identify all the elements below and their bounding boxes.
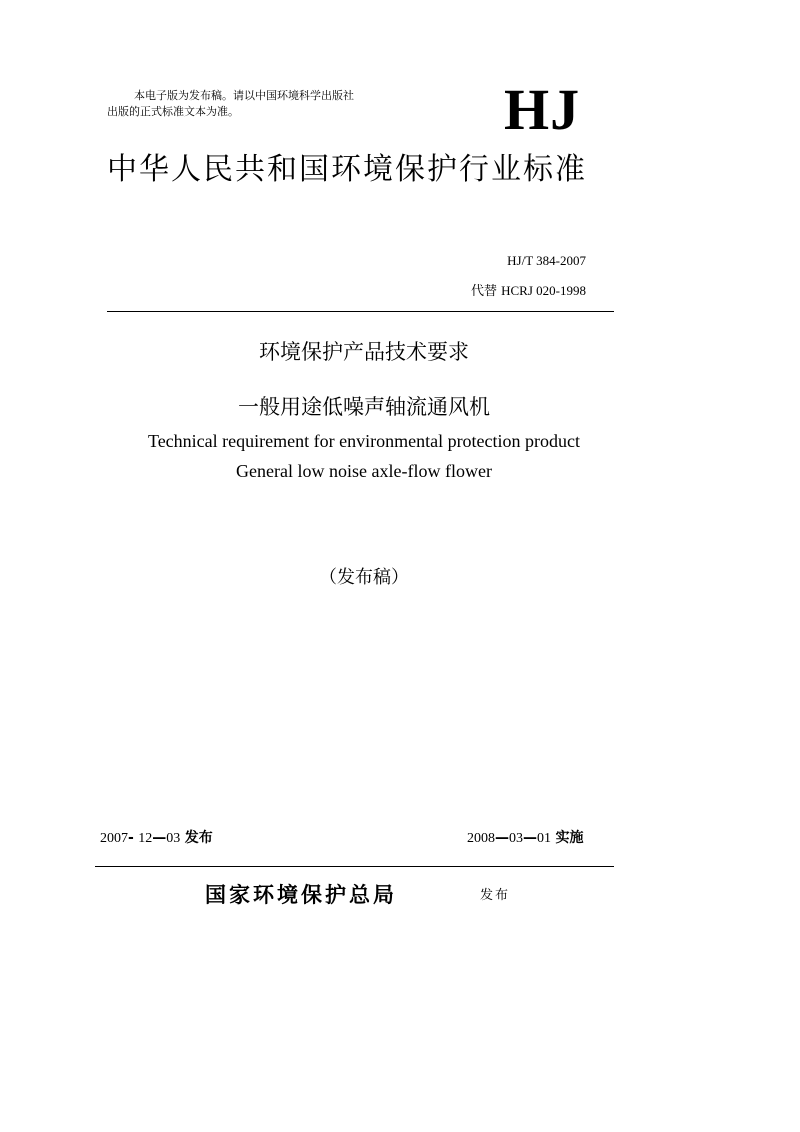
issuing-authority: 国家环境保护总局 [205,883,397,907]
replaces-code: HCRJ 020-1998 [501,283,586,298]
effective-date-separator-1: — [495,830,509,846]
issuing-authority-label: 发布 [480,888,511,903]
issue-date [100,828,213,849]
draft-status: （发布稿） [319,567,409,588]
standard-category-title: 中华人民共和国环境保护行业标准 [107,152,587,187]
issue-year: 2007 [100,831,128,846]
header-divider [107,311,614,312]
standard-code: HJ/T 384-2007 [507,253,586,268]
footer-divider [95,866,614,867]
effective-month: 03 [509,831,523,846]
document-title-en-line-1: Technical requirement for environmental protection product [147,431,581,451]
issue-month: 12 [138,831,153,846]
document-title-cn-line-1: 环境保护产品技术要求 [259,340,469,364]
draft-notice-line-2: 出版的正式标准文本为准。 [107,105,239,118]
issue-date-separator-1: - [128,830,134,846]
document-title-cn-line-2: 一般用途低噪声轴流通风机 [238,395,490,419]
effective-day: 01 [537,831,551,846]
effective-label: 实施 [555,830,584,846]
effective-year: 2008 [467,831,495,846]
effective-date-separator-2: — [523,830,537,846]
document-title-en-line-2: General low noise axle-flow flower [236,461,492,481]
draft-notice-line-1: 本电子版为发布稿。请以中国环境科学出版社 [134,89,354,102]
issue-label: 发布 [184,830,213,846]
effective-date [467,828,583,849]
draft-notice [107,88,354,120]
issue-day: 03 [166,831,181,846]
issue-date-separator-2: — [152,830,167,846]
replaces-label: 代替 [470,284,497,299]
replaces-line [471,282,586,301]
hj-logo: HJ [504,77,581,142]
